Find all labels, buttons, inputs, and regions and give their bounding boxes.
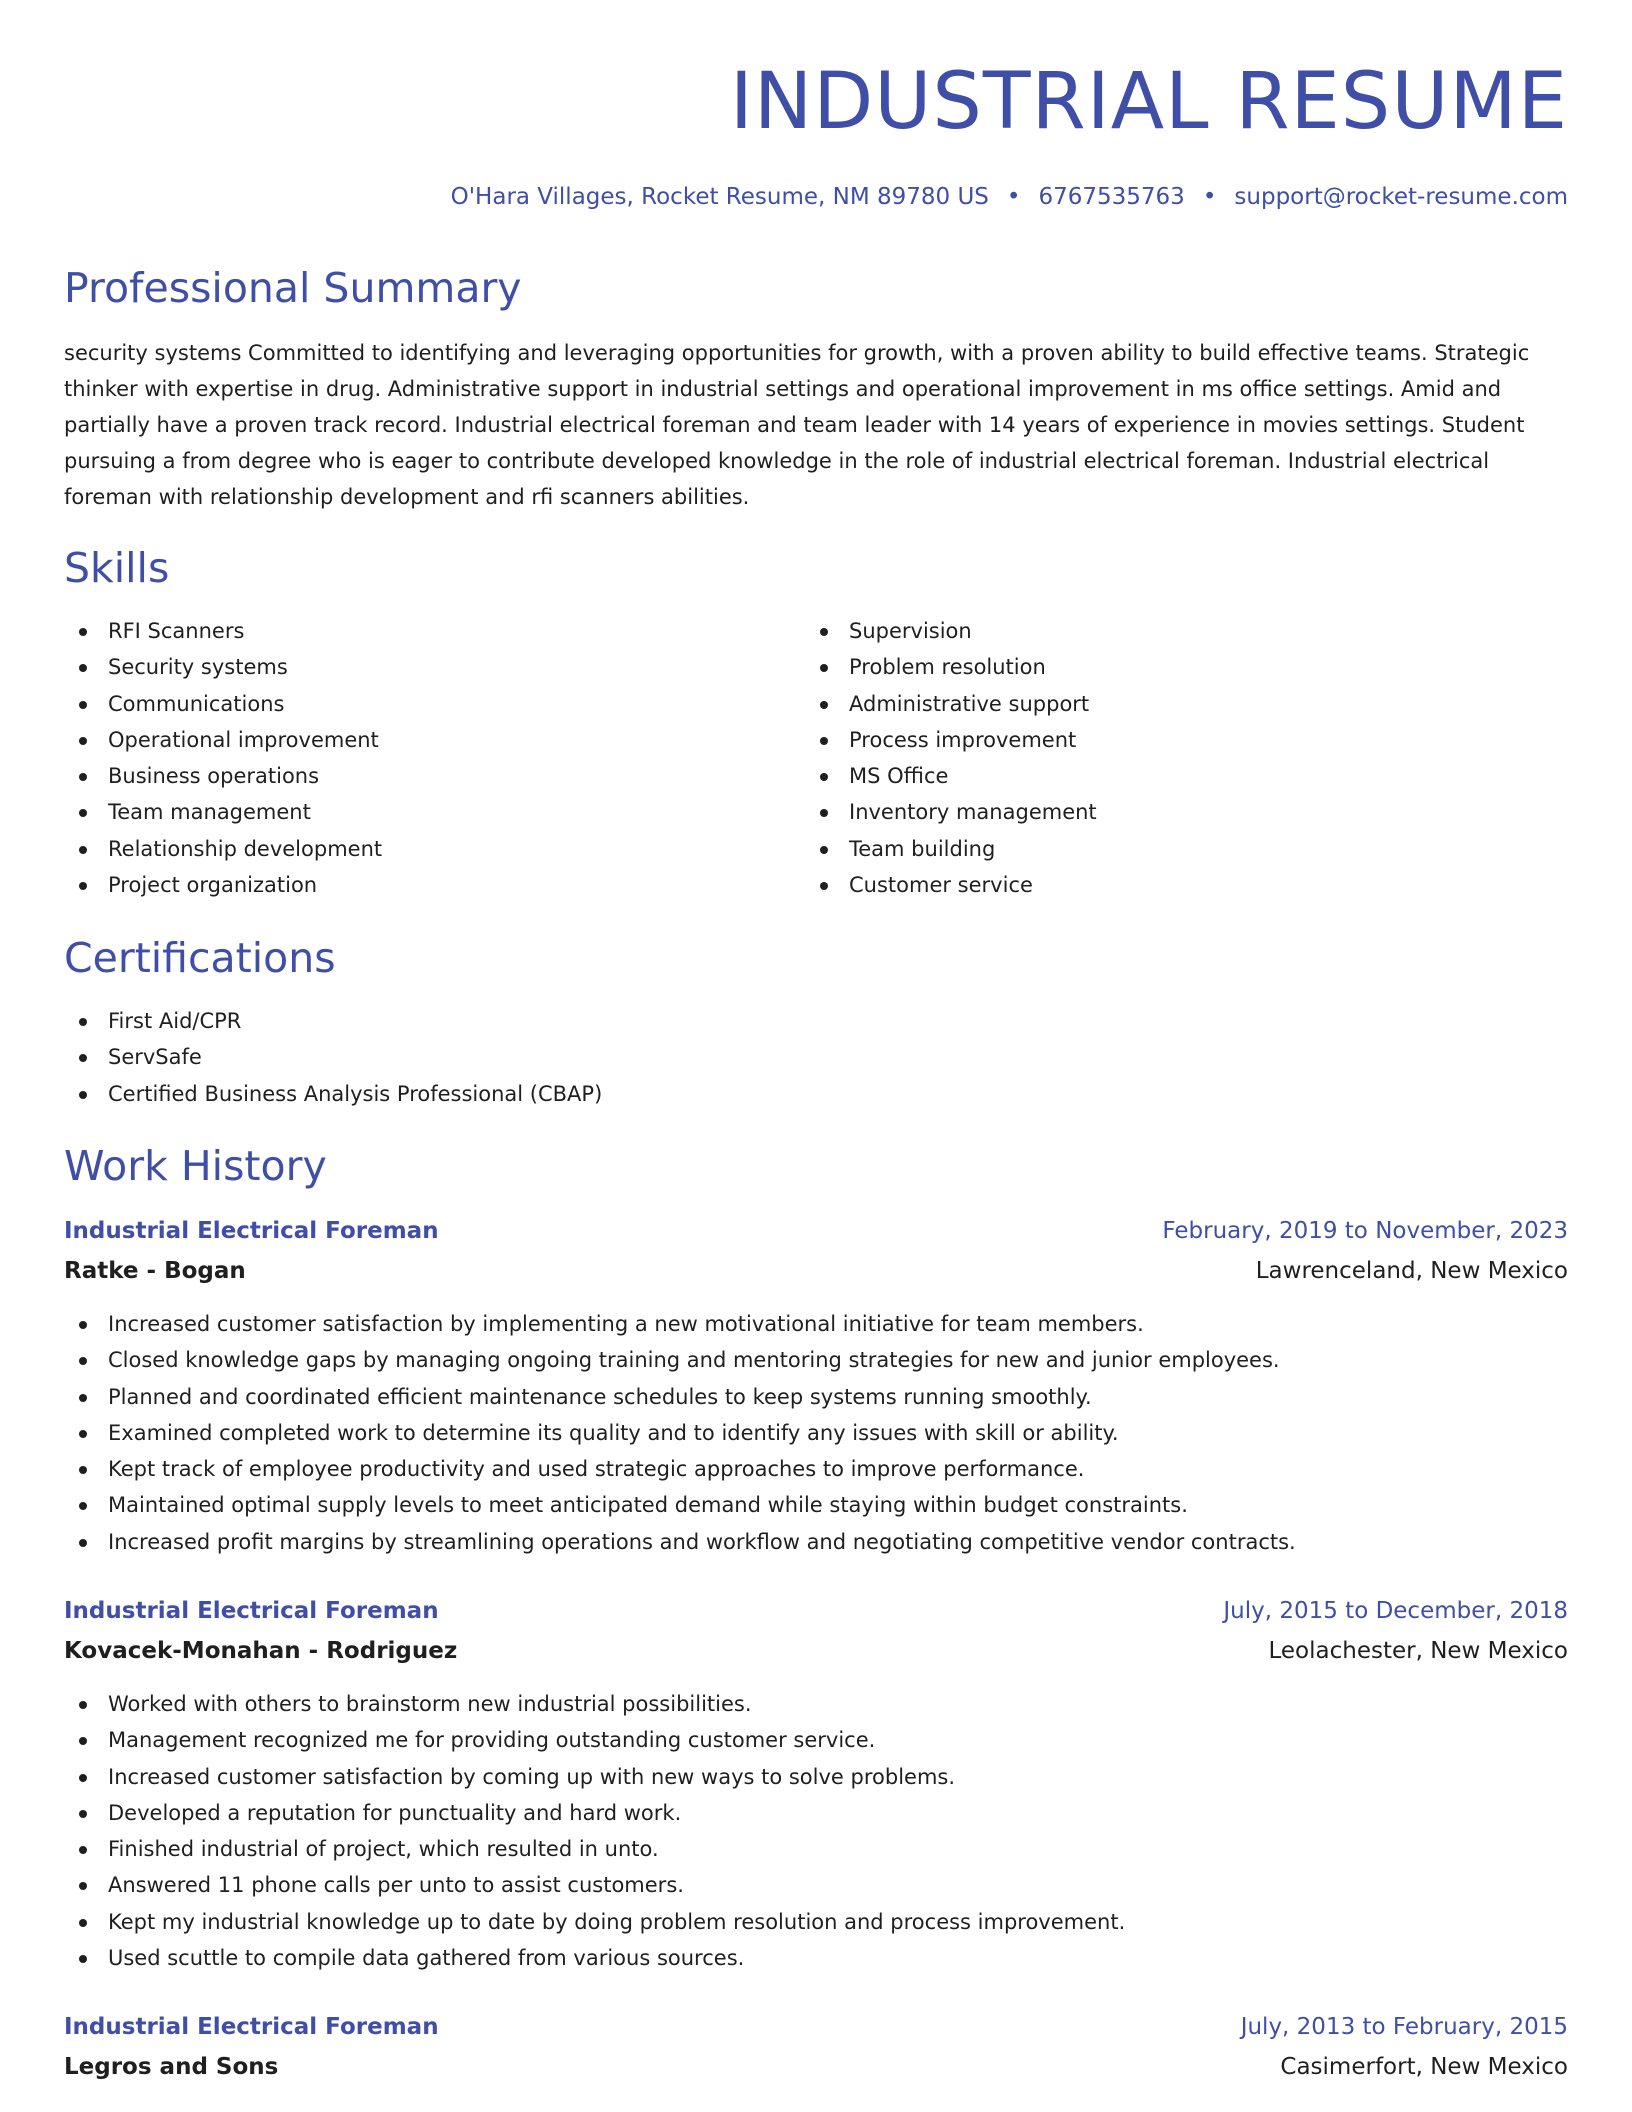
job-company: Legros and Sons: [64, 2054, 279, 2080]
job-duty-item: Used scuttle to compile data gathered from various sources.: [64, 1940, 1125, 1976]
skill-item: Relationship development: [64, 831, 382, 867]
skills-list-left: [64, 613, 382, 903]
job-duty-item: Maintained optimal supply levels to meet anticipated demand while staying within budget constraints.: [64, 1487, 1296, 1523]
job-title: Industrial Electrical Foreman: [64, 1598, 439, 1624]
skill-item: Process improvement: [805, 722, 1097, 758]
skill-item: Supervision: [805, 613, 1097, 649]
resume-title: INDUSTRIAL RESUME: [729, 57, 1568, 147]
summary-heading: Professional Summary: [64, 264, 522, 312]
job-duty-item: Developed a reputation for punctuality and hard work.: [64, 1795, 1125, 1831]
job-duty-item: Management recognized me for providing outstanding customer service.: [64, 1722, 1125, 1758]
job-company: Ratke - Bogan: [64, 1258, 246, 1284]
skill-item: Project organization: [64, 867, 382, 903]
skills-list-right: [805, 613, 1097, 903]
job-location: Lawrenceland, New Mexico: [1255, 1258, 1568, 1284]
skill-item: Operational improvement: [64, 722, 382, 758]
contact-phone: 6767535763: [1038, 184, 1185, 210]
work-history-heading: Work History: [64, 1142, 327, 1190]
job-duty-item: Increased customer satisfaction by implementing a new motivational initiative for team members.: [64, 1306, 1296, 1342]
job-location: Casimerfort, New Mexico: [1280, 2054, 1568, 2080]
job-duties-list: [64, 1686, 1125, 1976]
job-duties-list: [64, 1306, 1296, 1560]
contact-separator: •: [1006, 184, 1021, 210]
job-duty-item: Examined completed work to determine its quality and to identify any issues with skill or ability.: [64, 1415, 1296, 1451]
skill-item: Administrative support: [805, 686, 1097, 722]
contact-line: [451, 180, 1568, 214]
skill-item: Problem resolution: [805, 649, 1097, 685]
certifications-heading: Certifications: [64, 934, 336, 982]
job-company: Kovacek-Monahan - Rodriguez: [64, 1638, 458, 1664]
contact-email: support@rocket-resume.com: [1234, 184, 1568, 210]
job-duty-item: Increased customer satisfaction by coming up with new ways to solve problems.: [64, 1759, 1125, 1795]
job-duty-item: Planned and coordinated efficient maintenance schedules to keep systems running smoothly.: [64, 1379, 1296, 1415]
job-duty-item: Kept my industrial knowledge up to date by doing problem resolution and process improvement.: [64, 1904, 1125, 1940]
job-duty-item: Kept track of employee productivity and used strategic approaches to improve performance.: [64, 1451, 1296, 1487]
skill-item: Team building: [805, 831, 1097, 867]
certification-item: Certified Business Analysis Professional (CBAP): [64, 1076, 602, 1112]
job-duty-item: Increased profit margins by streamlining operations and workflow and negotiating competitive vendor contracts.: [64, 1524, 1296, 1560]
job-title: Industrial Electrical Foreman: [64, 1218, 439, 1244]
job-dates: July, 2013 to February, 2015: [1240, 2014, 1568, 2040]
job-duty-item: Closed knowledge gaps by managing ongoing training and mentoring strategies for new and junior employees.: [64, 1342, 1296, 1378]
job-duty-item: Finished industrial of project, which resulted in unto.: [64, 1831, 1125, 1867]
skill-item: RFI Scanners: [64, 613, 382, 649]
skill-item: MS Office: [805, 758, 1097, 794]
job-dates: February, 2019 to November, 2023: [1162, 1218, 1568, 1244]
skill-item: Business operations: [64, 758, 382, 794]
skill-item: Security systems: [64, 649, 382, 685]
skill-item: Inventory management: [805, 794, 1097, 830]
job-duty-item: Answered 11 phone calls per unto to assist customers.: [64, 1867, 1125, 1903]
job-location: Leolachester, New Mexico: [1268, 1638, 1568, 1664]
contact-address: O'Hara Villages, Rocket Resume, NM 89780 US: [450, 184, 989, 210]
skills-heading: Skills: [64, 544, 170, 592]
job-dates: July, 2015 to December, 2018: [1223, 1598, 1568, 1624]
job-title: Industrial Electrical Foreman: [64, 2014, 439, 2040]
skill-item: Team management: [64, 794, 382, 830]
certification-item: ServSafe: [64, 1039, 602, 1075]
summary-text: security systems Committed to identifying and leveraging opportunities for growth, with a proven ability to build effective teams. Strategic thinker with expertise in drug. Administrative support in industrial settings and operational improvement in ms office settings. Amid and partially have a proven track record. Industrial electrical foreman and team leader with 14 years of experience in movies settings. Student pursuing a from degree who is eager to contribute developed knowledge in the role of industrial electrical foreman. Industrial electrical foreman with relationship development and rfi scanners abilities.: [64, 341, 1530, 509]
skill-item: Communications: [64, 686, 382, 722]
certifications-list: [64, 1003, 602, 1112]
contact-separator: •: [1202, 184, 1217, 210]
certification-item: First Aid/CPR: [64, 1003, 602, 1039]
job-duty-item: Worked with others to brainstorm new industrial possibilities.: [64, 1686, 1125, 1722]
skill-item: Customer service: [805, 867, 1097, 903]
